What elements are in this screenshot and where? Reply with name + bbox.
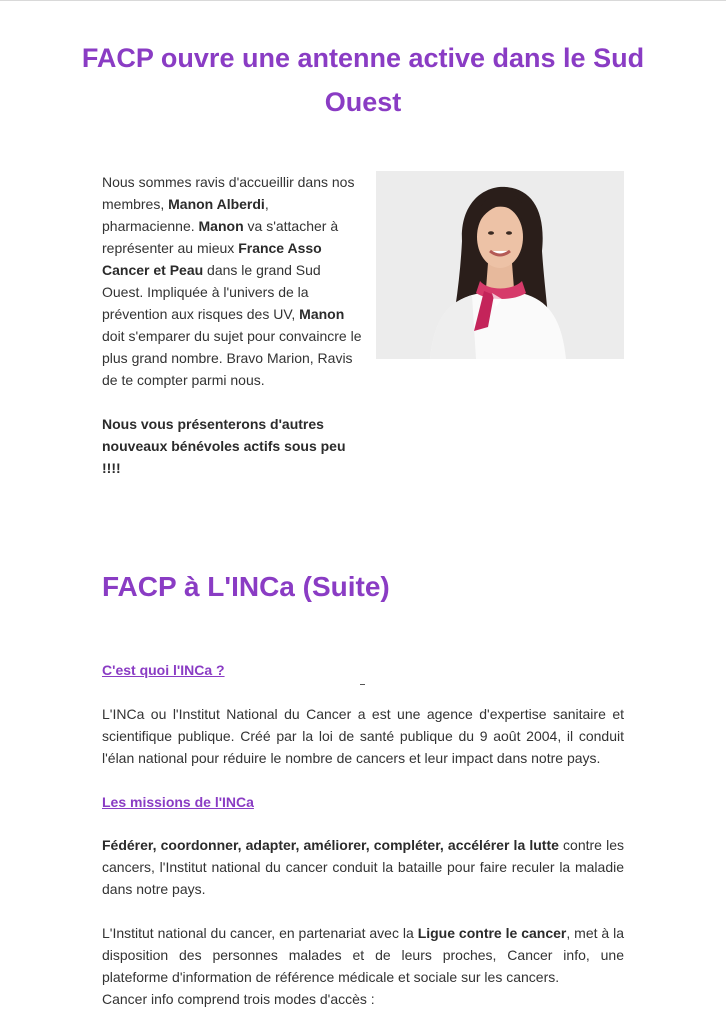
top-divider bbox=[0, 0, 726, 1]
intro-text bbox=[102, 171, 364, 479]
section-title-inca: FACP à L'INCa (Suite) bbox=[102, 571, 390, 602]
section-title-antenne: FACP ouvre une antenne active dans le Sud Ouest bbox=[81, 43, 645, 117]
cancer-info-intro: Cancer info comprend trois modes d'accès : bbox=[102, 991, 375, 1007]
inca-description: L'INCa ou l'Institut National du Cancer a est une agence d'expertise sanitaire et scientifique publique. Créé par la loi de santé publique du 9 août 2004, il conduit l'élan national pour réduire le nombre de cancers et leur impact dans notre pays. bbox=[102, 706, 624, 766]
partnership-paragraph: L'Institut national du cancer, en partenariat avec la Ligue contre le cancer, met à la disposition des personnes malades et de leurs proches, Cancer info, une plateforme d'information de référence médicale et sociale sur les cancers. bbox=[102, 925, 624, 985]
volunteer-photo bbox=[376, 171, 624, 359]
separator-dash bbox=[360, 684, 365, 685]
heading-missions[interactable]: Les missions de l'INCa bbox=[102, 794, 254, 810]
heading-what-is-inca[interactable]: C'est quoi l'INCa ? bbox=[102, 662, 225, 678]
missions-paragraph: Fédérer, coordonner, adapter, améliorer, compléter, accélérer la lutte contre les cancers, l'Institut national du cancer conduit la bataille pour faire reculer la maladie dans notre pays. bbox=[102, 837, 624, 897]
intro-paragraph: Nous sommes ravis d'accueillir dans nos membres, Manon Alberdi, pharmacienne. Manon va s'attacher à représenter au mieux France Asso Cancer et Peau dans le grand Sud Ouest. Impliquée à l'univers de la prévention aux risques des UV, Manon doit s'emparer du sujet pour convaincre le plus grand nombre. Bravo Marion, Ravis de te compter parmi nous. bbox=[102, 174, 362, 388]
volunteers-announcement: Nous vous présenterons d'autres nouveaux bénévoles actifs sous peu !!!! bbox=[102, 416, 346, 476]
